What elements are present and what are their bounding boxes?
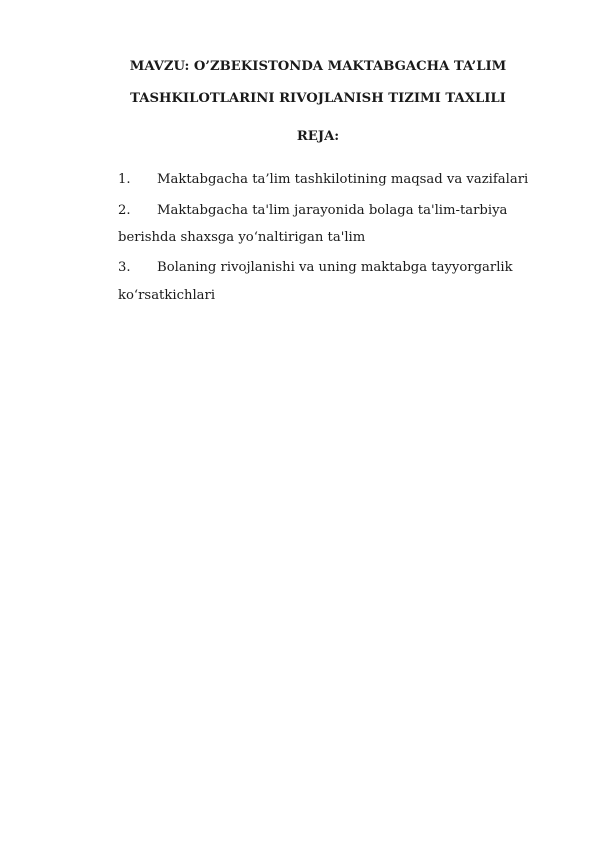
title-line-1: MAVZU: O’ZBEKISTONDA MAKTABGACHA TA’LIM: [129, 59, 507, 74]
list-item-text: Maktabgacha ta’lim tashkilotining maqsad va vazifalari: [157, 172, 529, 187]
list-item-number: 2.: [118, 203, 131, 218]
list-item-number: 3.: [118, 260, 131, 275]
title-line-2: TASHKILOTLARINI RIVOJLANISH TIZIMI TAXLILI: [130, 91, 506, 106]
list-item-number: 1.: [118, 172, 131, 187]
list-item-text: Maktabgacha ta'lim jarayonida bolaga ta'lim-tarbiya: [157, 203, 508, 218]
list-item-continuation: berishda shaxsga yo‘naltirigan ta'lim: [118, 230, 366, 245]
plan-heading: REJA:: [296, 129, 340, 144]
list-item-continuation: ko‘rsatkichlari: [118, 288, 216, 303]
list-item-text: Bolaning rivojlanishi va uning maktabga tayyorgarlik: [157, 260, 513, 275]
